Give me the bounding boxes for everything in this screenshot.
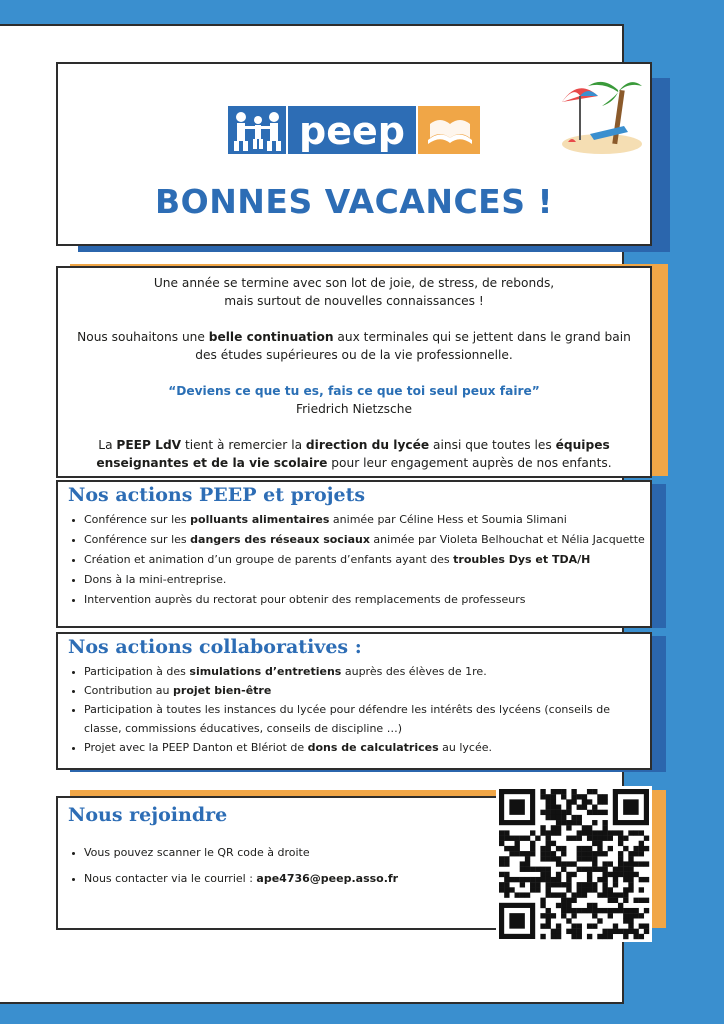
intro-line: Une année se termine avec son lot de joie, de stress, de rebonds, mais surtout de nouvelles connaissances ! bbox=[153, 276, 555, 308]
email-link[interactable]: ape4736@peep.asso.fr bbox=[256, 872, 399, 885]
quote: “Deviens ce que tu es, fais ce que toi seul peux faire” bbox=[168, 384, 540, 398]
intro-box bbox=[56, 266, 652, 478]
list-item: • Intervention auprès du rectorat pour obtenir des remplacements de professeurs bbox=[84, 590, 650, 610]
svg-text:peep: peep bbox=[299, 109, 405, 153]
collab-box bbox=[56, 632, 652, 770]
section-title: Nos actions collaboratives : bbox=[68, 636, 362, 658]
section-title: Nous rejoindre bbox=[68, 804, 228, 826]
list-item: • Dons à la mini-entreprise. bbox=[84, 570, 650, 590]
intro-line: La PEEP LdV tient à remercier la direction du lycée ainsi que toutes les équipes enseignantes et de la vie scolaire pour leur engagement auprès de nos enfants. bbox=[96, 438, 612, 470]
beach-icon bbox=[558, 72, 642, 156]
section-title: Nos actions PEEP et projets bbox=[68, 484, 366, 506]
frame-top bbox=[0, 0, 724, 24]
qr-code-image bbox=[496, 786, 652, 942]
quote-author: Friedrich Nietzsche bbox=[296, 402, 412, 416]
actions-list bbox=[58, 510, 650, 610]
actions-box bbox=[56, 480, 652, 628]
page-title: BONNES VACANCES ! bbox=[154, 182, 554, 221]
header-box bbox=[56, 62, 652, 246]
collab-list bbox=[58, 662, 650, 757]
list-item: • Projet avec la PEEP Danton et Blériot de dons de calculatrices au lycée. bbox=[84, 738, 650, 757]
list-item: • Conférence sur les dangers des réseaux sociaux animée par Violeta Belhouchat et Nélia Jacquette bbox=[84, 530, 650, 550]
list-item: • Participation à toutes les instances du lycée pour défendre les intérêts des lycéens (conseils de classe, commissions éducatives, conseils de discipline …) bbox=[84, 700, 650, 738]
intro-line: Nous souhaitons une belle continuation aux terminales qui se jettent dans le grand bain des études supérieures ou de la vie professionnelle. bbox=[77, 330, 631, 362]
list-item: • Contribution au projet bien-être bbox=[84, 681, 650, 700]
list-item: • Vous pouvez scanner le QR code à droite bbox=[84, 840, 650, 866]
peep-logo bbox=[228, 104, 480, 156]
qr-code[interactable] bbox=[496, 786, 652, 942]
list-item: • Participation à des simulations d’entretiens auprès des élèves de 1re. bbox=[84, 662, 650, 681]
list-item: • Création et animation d’un groupe de parents d’enfants ayant des troubles Dys et TDA/H bbox=[84, 550, 650, 570]
list-item: • Nous contacter via le courriel : ape4736@peep.asso.fr bbox=[84, 866, 650, 892]
list-item: • Conférence sur les polluants alimentaires animée par Céline Hess et Soumia Slimani bbox=[84, 510, 650, 530]
